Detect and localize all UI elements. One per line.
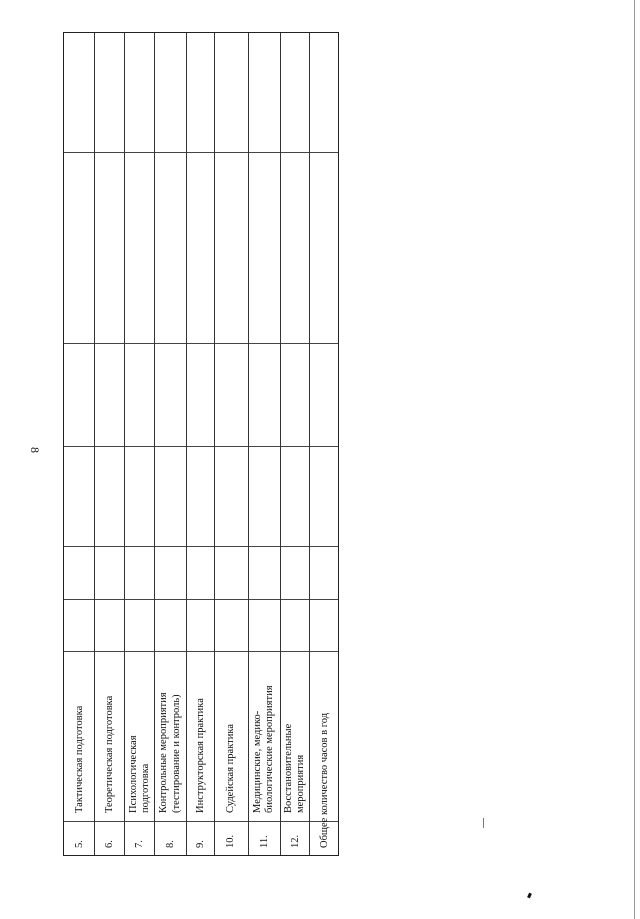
row-number: 6.: [104, 840, 115, 848]
row-label: Инструкторская практика: [195, 698, 206, 813]
stray-mark: [483, 818, 484, 828]
row-divider: [248, 33, 249, 855]
row-label-line1: Медицинские, медико-: [252, 710, 263, 813]
row-divider: [309, 33, 310, 855]
row-divider: [94, 33, 95, 855]
column-divider: [64, 152, 338, 153]
row-divider: [154, 33, 155, 855]
row-label: Судейская практика: [225, 724, 236, 813]
row-number: 10.: [225, 834, 236, 848]
scan-edge-line: [634, 0, 635, 919]
row-divider: [214, 33, 215, 855]
row-label: Тактическая подготовка: [74, 705, 85, 813]
page-number: 8: [28, 447, 42, 453]
row-number: 7.: [134, 840, 145, 848]
training-hours-table: [63, 32, 339, 856]
row-label: Теоретическая подготовка: [104, 695, 115, 813]
row-divider: [124, 33, 125, 855]
total-hours-label: Общее количество часов в год: [319, 712, 330, 848]
column-divider: [64, 446, 338, 447]
row-label-line2: подготовка: [140, 763, 151, 813]
row-divider: [280, 33, 281, 855]
label-column-divider: [64, 651, 338, 652]
pen-mark: [527, 893, 532, 899]
column-divider: [64, 546, 338, 547]
row-number: 8.: [165, 840, 176, 848]
row-number: 9.: [195, 840, 206, 848]
row-divider: [186, 33, 187, 855]
row-label-line2: (тестирование и контроль): [171, 694, 182, 813]
row-number: 12.: [290, 834, 301, 848]
row-label-line1: Психологическая: [128, 735, 139, 813]
row-label-line2: мероприятия: [295, 754, 306, 813]
row-number: 11.: [259, 835, 270, 848]
row-number: 5.: [74, 840, 85, 848]
row-label-line1: Контрольные мероприятия: [158, 692, 169, 813]
row-label-line2: биологические мероприятия: [264, 685, 275, 813]
row-label-line1: Восстановительные: [283, 723, 294, 813]
column-divider: [64, 343, 338, 344]
number-column-divider: [64, 821, 338, 822]
column-divider: [64, 599, 338, 600]
